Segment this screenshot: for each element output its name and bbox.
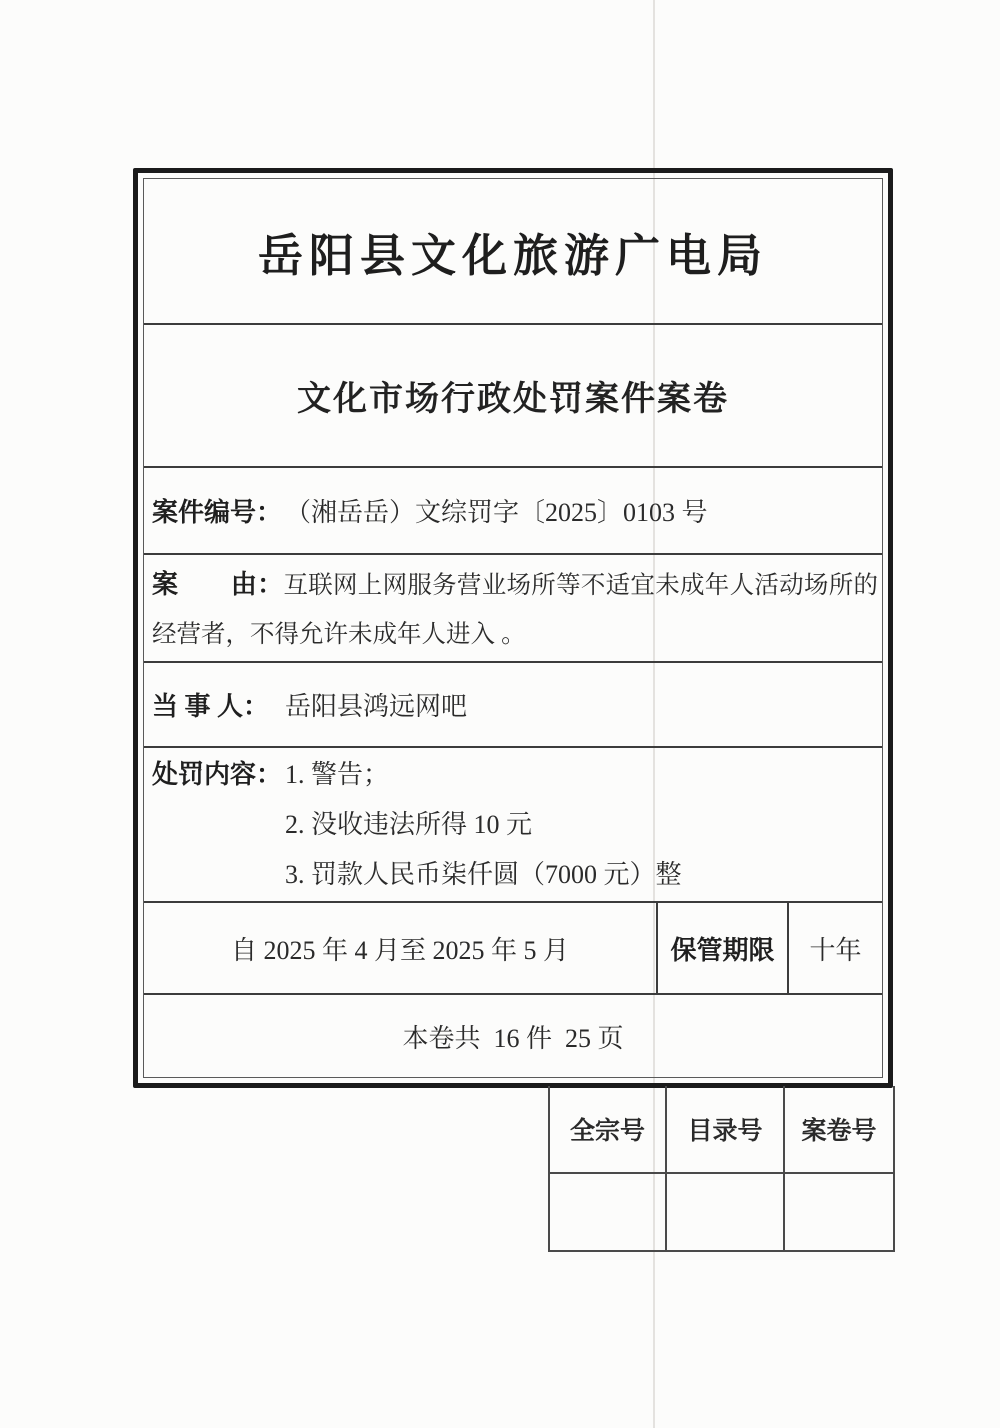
case-cause-label: 案 由：: [152, 570, 284, 599]
agency-row: [144, 179, 882, 325]
date-range: 自 2025 年 4 月至 2025 年 5 月: [230, 935, 569, 965]
document-title: 文化市场行政处罚案件案卷: [297, 381, 729, 418]
archive-number-table: [548, 1086, 895, 1252]
punishment-item-3: 3. 罚款人民币柒仟圆（7000 元）整: [285, 860, 682, 889]
case-cause-paragraph: [152, 560, 878, 659]
party-row: [144, 663, 882, 748]
cover-table-frame: [133, 168, 893, 1088]
party-label: 当 事 人：: [152, 692, 270, 721]
punishment-row: [144, 748, 882, 903]
period-row: [144, 903, 882, 995]
punishment-item-1: 1. 警告；: [285, 760, 390, 789]
case-number-value: （湘岳岳）文综罚字〔2025〕0103 号: [285, 498, 708, 527]
volume-summary-row: [144, 995, 882, 1077]
archive-value-file-number: [785, 1174, 895, 1252]
agency-name: 岳阳县文化旅游广电局: [257, 230, 768, 281]
archive-col-header-catalog-number: 目录号: [667, 1086, 785, 1174]
case-cause-value: 互联网上网服务营业场所等不适宜未成年人活动场所的经营者，不得允许未成年人进入 。: [152, 572, 878, 648]
punishment-items: [285, 750, 682, 900]
case-number-label: 案件编号：: [152, 498, 283, 527]
retention-period-value: 十年: [809, 935, 862, 965]
volume-summary: 本卷共 16 件 25 页: [402, 1023, 624, 1053]
case-number-row: [144, 468, 882, 555]
retention-period-label: 保管期限: [656, 903, 789, 993]
archive-value-fonds-number: [550, 1174, 667, 1252]
case-cause-row: [144, 555, 882, 663]
archive-col-header-file-number: 案卷号: [785, 1086, 895, 1174]
cover-table-inner-border: [143, 178, 883, 1078]
punishment-label: 处罚内容：: [152, 760, 283, 789]
title-row: [144, 325, 882, 468]
archive-value-catalog-number: [667, 1174, 785, 1252]
party-value: 岳阳县鸿远网吧: [285, 692, 468, 721]
punishment-item-2: 2. 没收违法所得 10 元: [285, 810, 533, 839]
archive-col-header-fonds-number: 全宗号: [550, 1086, 667, 1174]
